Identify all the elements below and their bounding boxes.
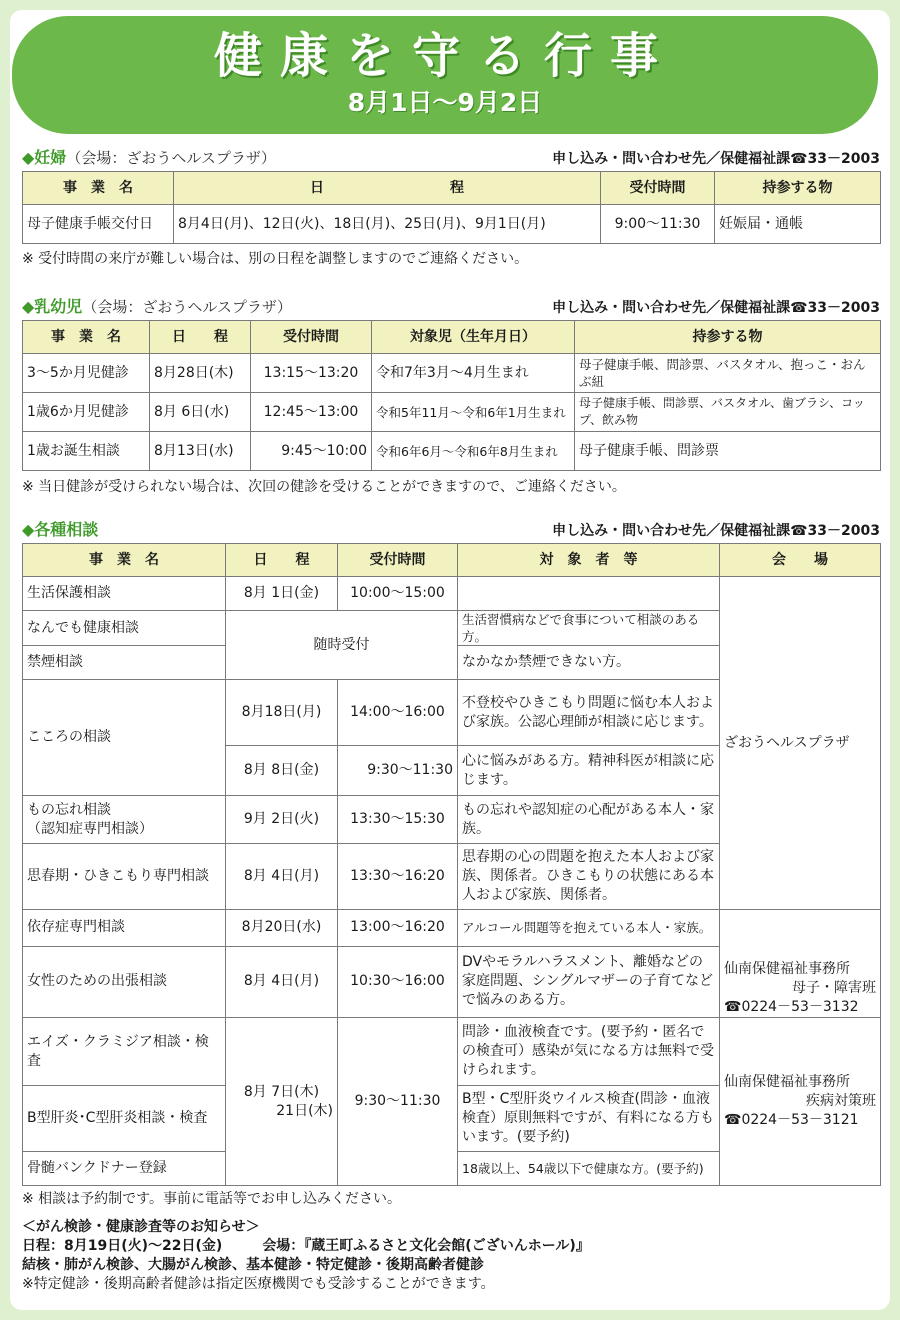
event-date: 9月 2日(火)	[226, 796, 338, 844]
event-date: 8月20日(水)	[226, 910, 338, 947]
column-header: 日 程	[226, 544, 338, 577]
section-venue: （会場：ざおうヘルスプラザ）	[82, 298, 292, 316]
contact-info: 申し込み・問い合わせ先／保健福祉課☎33－2003	[552, 151, 880, 167]
contact-info: 申し込み・問い合わせ先／保健福祉課☎33－2003	[552, 523, 880, 539]
event-name: 3～5か月児健診	[23, 354, 150, 393]
column-header: 持参する物	[575, 321, 881, 354]
event-name: B型肝炎･C型肝炎相談・検査	[23, 1086, 226, 1152]
venue-boshi-shogai	[720, 910, 881, 1018]
title-banner	[12, 16, 878, 134]
event-name: 母子健康手帳交付日	[23, 205, 174, 244]
column-header: 受付時間	[251, 321, 372, 354]
reception-time: 13:30～15:30	[338, 796, 458, 844]
target-description: もの忘れや認知症の心配がある本人・家族。	[458, 796, 720, 844]
event-date: 8月13日(水)	[150, 432, 251, 471]
notice-venue: 会場：『蔵王町ふるさと文化会館(ございんホール)』	[262, 1238, 590, 1254]
table-header-row	[23, 544, 881, 577]
shared-date-line1: 8月 7日(木)	[243, 1083, 320, 1100]
target-description: 不登校やひきこもり問題に悩む本人および家族。公認心理師が相談に応じます。	[458, 680, 720, 746]
target-description: DVやモラルハラスメント、離婚などの家庭問題、シングルマザーの子育てなどで悩みのある方。	[458, 946, 720, 1017]
column-header: 日 程	[174, 172, 601, 205]
target-description: 18歳以上、54歳以下で健康な方。(要予約)	[458, 1152, 720, 1186]
target-description: B型・C型肝炎ウイルス検査(問診・血液検査）原則無料ですが、有料になる方もいます。(要予約)	[458, 1086, 720, 1152]
ninpu-table	[22, 171, 881, 244]
event-name: こころの相談	[23, 680, 226, 796]
reception-time: 13:30～16:20	[338, 844, 458, 910]
target-birthdate: 令和5年11月～令和6年1月生まれ	[372, 393, 575, 432]
reception-time: 13:00～16:20	[338, 910, 458, 947]
reception-time: 10:00～15:00	[338, 577, 458, 611]
event-name-line2: （認知症専門相談）	[27, 820, 153, 837]
target-birthdate: 令和7年3月～4月生まれ	[372, 354, 575, 393]
nyuyoji-table	[22, 320, 881, 471]
event-date: 8月 8日(金)	[226, 746, 338, 796]
column-header: 事 業 名	[23, 321, 150, 354]
notice-title: ＜がん検診・健康診査等のお知らせ＞	[22, 1219, 260, 1235]
target-description: 思春期の心の問題を抱えた本人および家族、関係者。ひきこもりの状態にある本人および家族、関係者。	[458, 844, 720, 910]
page-title: 健康を守る行事	[213, 28, 676, 84]
section-venue: （会場：ざおうヘルスプラザ）	[66, 149, 276, 167]
event-name-line1: もの忘れ相談	[27, 801, 111, 818]
soudan-table	[22, 543, 881, 1186]
items-to-bring: 母子健康手帳、問診票	[575, 432, 881, 471]
venue-division: 疾病対策班	[806, 1093, 876, 1109]
table-header-row	[23, 321, 881, 354]
event-name: 生活保護相談	[23, 577, 226, 611]
event-date: 8月18日(月)	[226, 680, 338, 746]
notice-note: ※特定健診・後期高齢者健診は指定医療機関でも受診することができます。	[22, 1276, 495, 1292]
column-header: 事 業 名	[23, 172, 174, 205]
event-date: 8月28日(木)	[150, 354, 251, 393]
venue-office: 仙南保健福祉事務所	[724, 961, 850, 977]
anytime-reception: 随時受付	[226, 611, 458, 680]
table-row	[23, 577, 881, 611]
event-name: なんでも健康相談	[23, 611, 226, 646]
column-header: 対 象 者 等	[458, 544, 720, 577]
event-name: 1歳6か月児健診	[23, 393, 150, 432]
table-row	[23, 205, 881, 244]
event-date: 8月 4日(月)	[226, 946, 338, 1017]
reception-time: 9:00～11:30	[601, 205, 715, 244]
event-name: 1歳お誕生相談	[23, 432, 150, 471]
table-row	[23, 1018, 881, 1086]
column-header: 事 業 名	[23, 544, 226, 577]
event-name: 禁煙相談	[23, 646, 226, 680]
section-header-nyuyoji	[22, 297, 880, 317]
section-title: ◆各種相談	[22, 520, 99, 539]
reception-time: 9:30～11:30	[338, 746, 458, 796]
section-note: ※ 当日健診が受けられない場合は、次回の健診を受けることができますので、ご連絡ください。	[22, 479, 626, 495]
target-description: 心に悩みがある方。精神科医が相談に応じます。	[458, 746, 720, 796]
target-empty	[458, 577, 720, 611]
venue-office: 仙南保健福祉事務所	[724, 1074, 850, 1090]
section-title: ◆妊婦	[22, 148, 67, 167]
items-to-bring: 妊娠届・通帳	[715, 205, 881, 244]
reception-time: 14:00～16:00	[338, 680, 458, 746]
column-header: 会 場	[720, 544, 881, 577]
venue-phone: ☎0224－53－3121	[724, 1112, 859, 1128]
section-header-soudan	[22, 520, 880, 540]
table-row	[23, 393, 881, 432]
event-name: 骨髄バンクドナー登録	[23, 1152, 226, 1186]
notice-items: 結核・肺がん検診、大腸がん検診、基本健診・特定健診・後期高齢者健診	[22, 1257, 484, 1273]
cancer-screening-notice	[22, 1218, 880, 1294]
section-title: ◆乳幼児	[22, 297, 83, 316]
reception-time: 9:45～10:00	[251, 432, 372, 471]
notice-schedule: 日程：8月19日(火)～22日(金)	[22, 1238, 223, 1254]
section-note: ※ 受付時間の来庁が難しい場合は、別の日程を調整しますのでご連絡ください。	[22, 251, 529, 267]
notice-schedule-line	[22, 1237, 880, 1256]
event-date: 8月 4日(月)	[226, 844, 338, 910]
table-row	[23, 354, 881, 393]
column-header: 受付時間	[338, 544, 458, 577]
target-description: 問診・血液検査です。(要予約・匿名での検査可）感染が気になる方は無料で受けられます。	[458, 1018, 720, 1086]
venue-shippei	[720, 1018, 881, 1186]
event-date: 8月 6日(水)	[150, 393, 251, 432]
event-date: 8月4日(月)、12日(火)、18日(月)、25日(月)、9月1日(月)	[174, 205, 601, 244]
event-name: 思春期・ひきこもり専門相談	[23, 844, 226, 910]
reception-time: 13:15～13:20	[251, 354, 372, 393]
column-header: 日 程	[150, 321, 251, 354]
target-description: アルコール問題等を抱えている本人・家族。	[458, 910, 720, 947]
table-header-row	[23, 172, 881, 205]
event-date: 8月 1日(金)	[226, 577, 338, 611]
shared-date	[226, 1018, 338, 1186]
column-header: 対象児（生年月日）	[372, 321, 575, 354]
target-description: 生活習慣病などで食事について相談のある方。	[458, 611, 720, 646]
shared-time: 9:30～11:30	[338, 1018, 458, 1186]
venue-zao-health-plaza: ざおうヘルスプラザ	[720, 577, 881, 910]
target-description: なかなか禁煙できない方。	[458, 646, 720, 680]
event-name	[23, 796, 226, 844]
column-header: 持参する物	[715, 172, 881, 205]
shared-date-line2: 21日(木)	[276, 1102, 333, 1119]
column-header: 受付時間	[601, 172, 715, 205]
items-to-bring: 母子健康手帳、問診票、バスタオル、歯ブラシ、コップ、飲み物	[575, 393, 881, 432]
section-header-ninpu	[22, 148, 880, 168]
event-period: 8月1日～9月2日	[347, 88, 543, 117]
reception-time: 10:30～16:00	[338, 946, 458, 1017]
table-row	[23, 910, 881, 947]
event-name: エイズ・クラミジア相談・検査	[23, 1018, 226, 1086]
venue-division: 母子・障害班	[792, 980, 876, 996]
event-name: 女性のための出張相談	[23, 946, 226, 1017]
contact-info: 申し込み・問い合わせ先／保健福祉課☎33－2003	[552, 300, 880, 316]
target-birthdate: 令和6年6月～令和6年8月生まれ	[372, 432, 575, 471]
reception-time: 12:45～13:00	[251, 393, 372, 432]
table-row	[23, 432, 881, 471]
section-note: ※ 相談は予約制です。事前に電話等でお申し込みください。	[22, 1191, 402, 1207]
items-to-bring: 母子健康手帳、問診票、バスタオル、抱っこ・おんぶ紐	[575, 354, 881, 393]
event-name: 依存症専門相談	[23, 910, 226, 947]
venue-phone: ☎0224－53－3132	[724, 999, 859, 1015]
